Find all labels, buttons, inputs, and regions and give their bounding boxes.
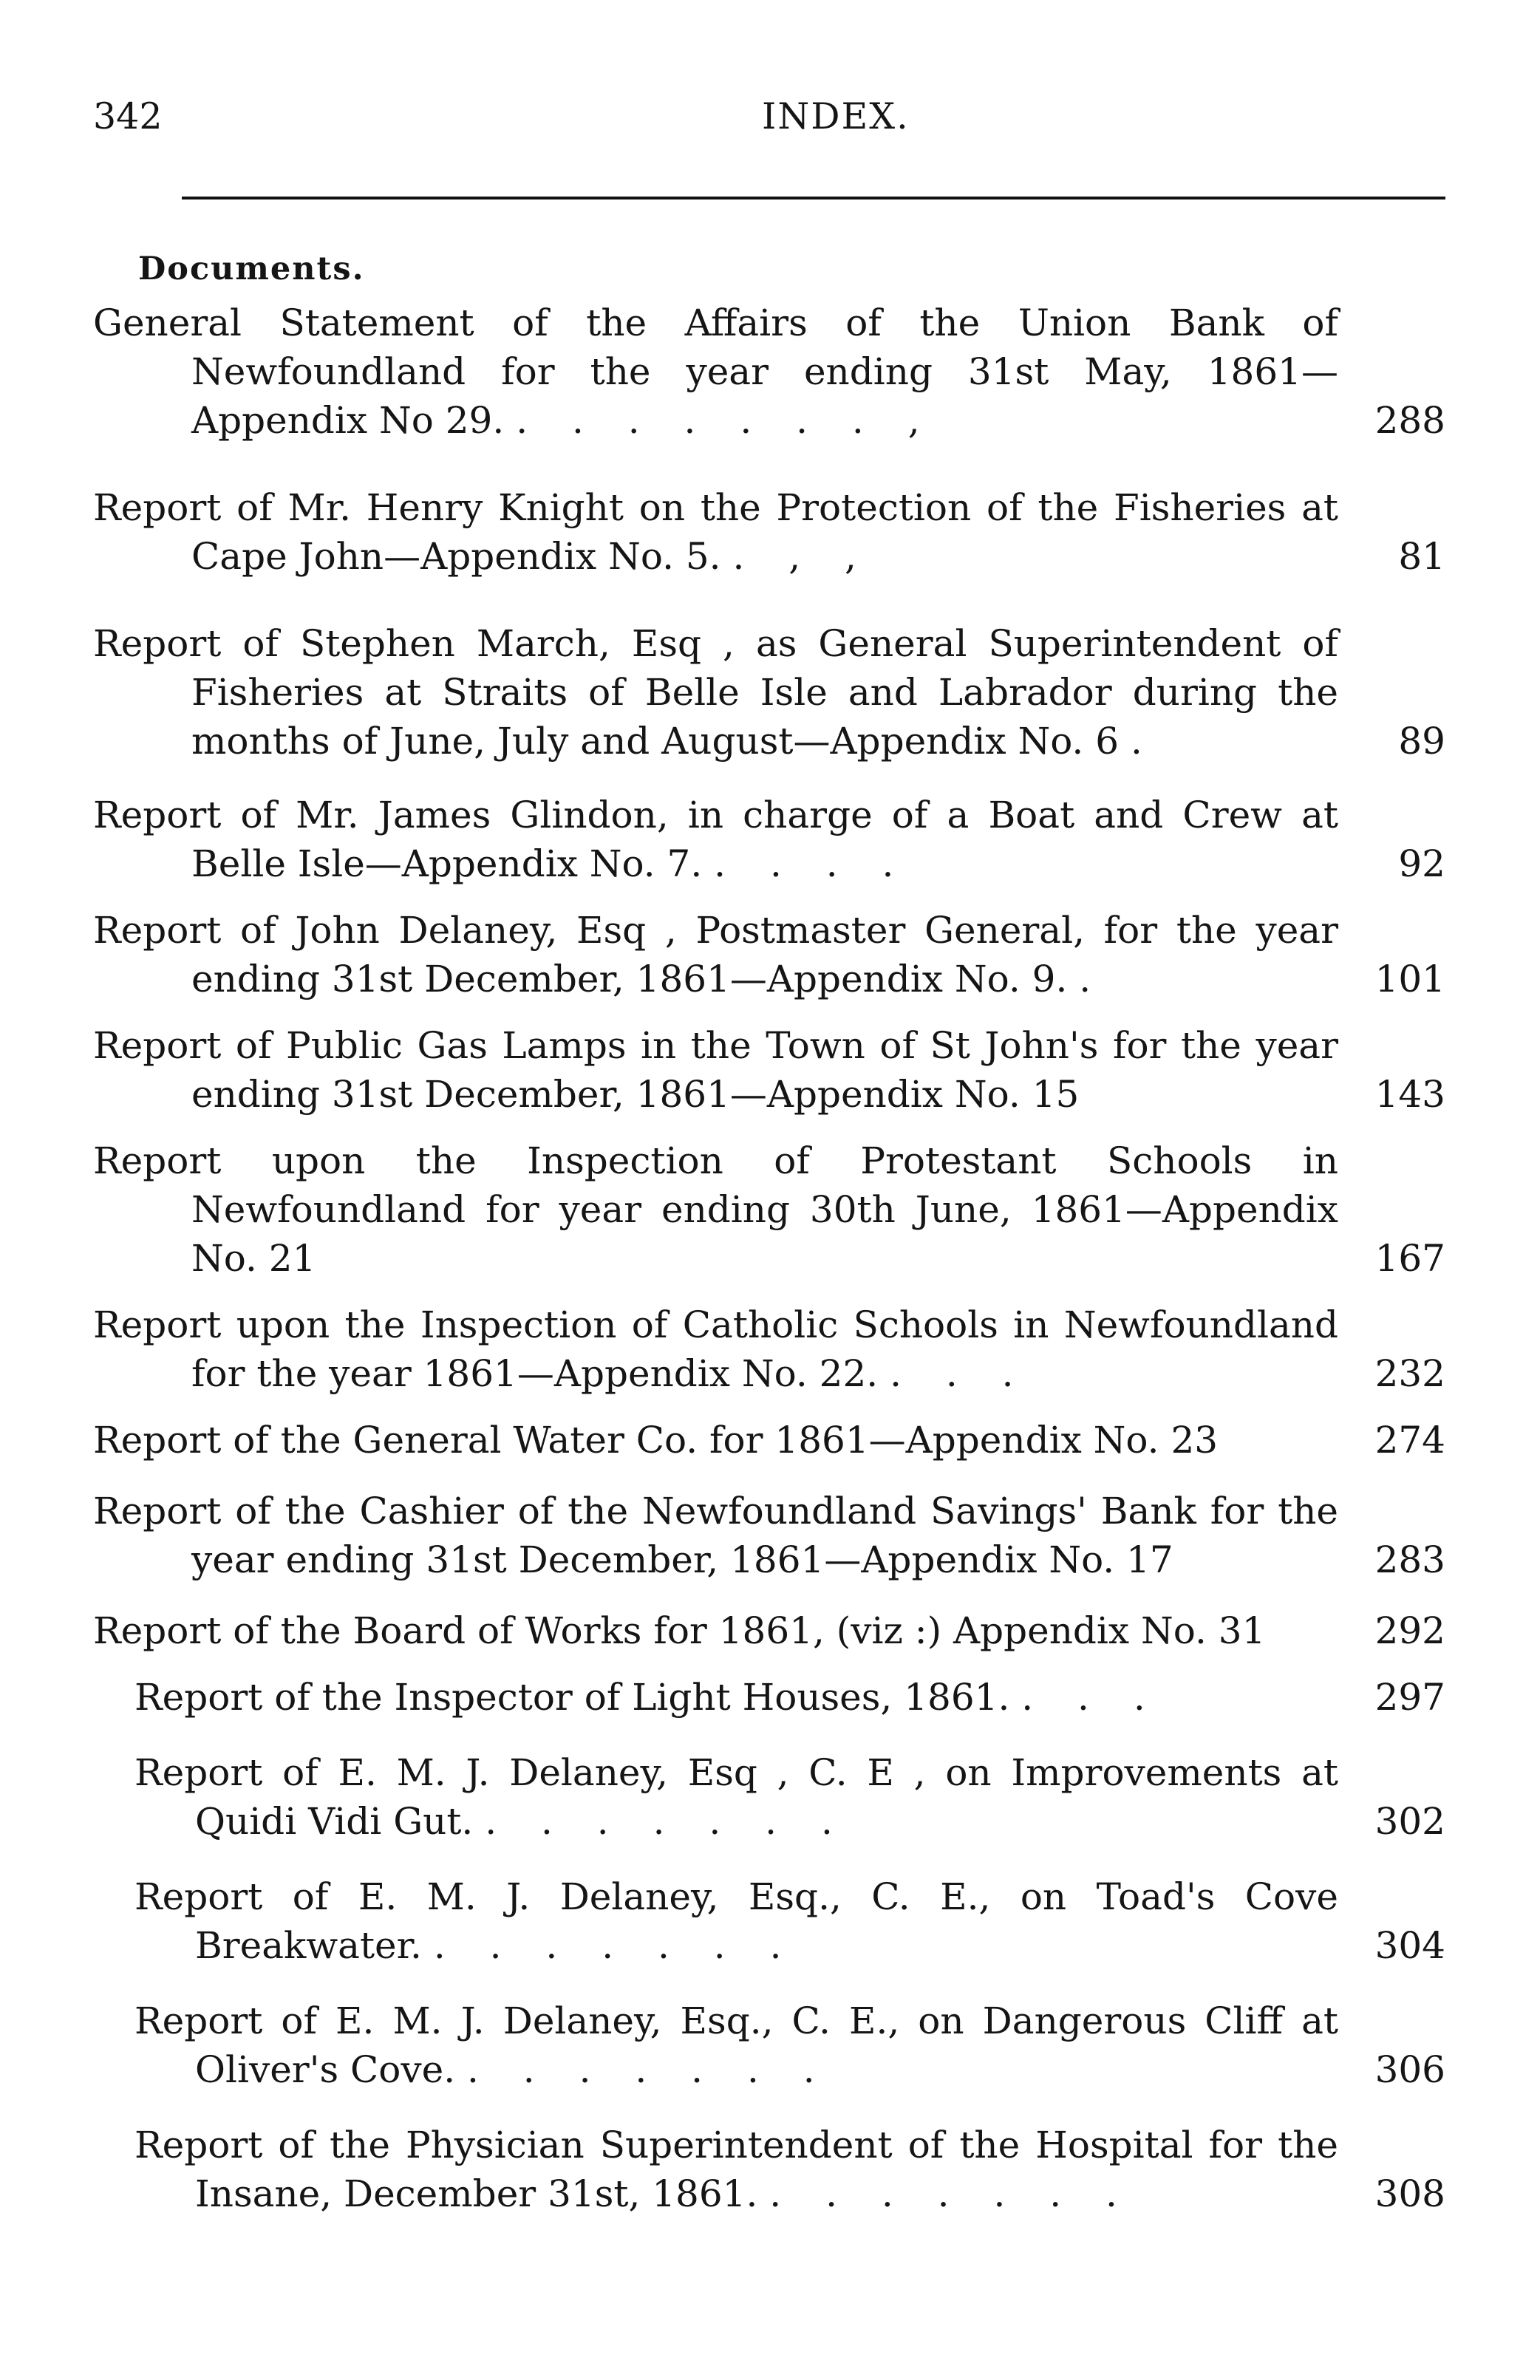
section-heading: Documents. <box>138 250 365 287</box>
page-reference: 292 <box>1374 1609 1445 1652</box>
index-entry <box>93 619 1445 766</box>
page-reference: 283 <box>1374 1538 1445 1581</box>
page-header <box>93 95 1445 161</box>
page-reference: 167 <box>1374 1237 1445 1280</box>
dot-leaders: . . . . . . . , <box>516 399 936 442</box>
entry-text: Report of E. M. J. Delaney, Esq , C. E , on Improvements at Quidi Vidi Gut. <box>134 1751 1338 1843</box>
index-entries <box>93 299 1445 2218</box>
page-reference: 92 <box>1398 842 1445 885</box>
entry-text: Report upon the Inspection of Protestant Schools in Newfoundland for year ending 30th June, 1861—Appendix No. 21 <box>93 1139 1338 1280</box>
entry-text: Report upon the Inspection of Catholic Schools in Newfoundland for the year 1861—Appendix No. 22. <box>93 1303 1338 1395</box>
dot-leaders: . . . <box>1021 1676 1162 1719</box>
header-rule <box>182 197 1445 200</box>
page-reference: 297 <box>1374 1676 1445 1719</box>
entry-text: Report of the Inspector of Light Houses, 1861. <box>134 1676 1010 1719</box>
entry-text: Report of Mr. James Glindon, in charge of a Boat and Crew at Belle Isle—Appendix No. 7. <box>93 794 1338 885</box>
index-entry <box>93 483 1445 581</box>
index-entry <box>93 791 1445 888</box>
page-reference: 306 <box>1374 2048 1445 2091</box>
dot-leaders: . . . . . . . <box>467 2048 831 2091</box>
page-reference: 288 <box>1374 399 1445 442</box>
index-subentry <box>134 1673 1445 1722</box>
entry-text: Report of Public Gas Lamps in the Town of St John's for the year ending 31st December, 1861—Appendix No. 15 <box>93 1024 1338 1116</box>
page-reference: 308 <box>1374 2172 1445 2215</box>
page-reference: 81 <box>1398 535 1445 578</box>
running-title: INDEX. <box>762 95 910 137</box>
index-entry <box>93 906 1445 1003</box>
page-reference: 274 <box>1374 1419 1445 1462</box>
page-reference: 101 <box>1374 958 1445 1000</box>
page-reference: 304 <box>1374 1924 1445 1967</box>
entry-text: Report of the Physician Superintendent of the Hospital for the Insane, December 31st, 1861. <box>134 2124 1338 2215</box>
entry-text: Report of the Board of Works for 1861, (viz :) Appendix No. 31 <box>93 1609 1266 1652</box>
entry-text: Report of Mr. Henry Knight on the Protection of the Fisheries at Cape John—Appendix No. 5. <box>93 486 1338 578</box>
entry-text: Report of the Cashier of the Newfoundland Savings' Bank for the year ending 31st December, 1861—Appendix No. 17 <box>93 1490 1338 1581</box>
index-subentry <box>134 2121 1445 2218</box>
index-subentry <box>134 1997 1445 2094</box>
index-entry <box>93 1021 1445 1119</box>
index-entry <box>93 1606 1445 1655</box>
entry-text: Report of Stephen March, Esq , as General Superintendent of Fisheries at Straits of Belle Isle and Labrador during the months of June, July and August—Appendix No. 6 <box>93 622 1338 763</box>
dot-leaders: . <box>1130 720 1159 763</box>
page-reference: 143 <box>1374 1073 1445 1116</box>
index-entry <box>93 1136 1445 1283</box>
index-subentry <box>134 1748 1445 1846</box>
entry-text: Report of John Delaney, Esq , Postmaster General, for the year ending 31st December, 1861—Appendix No. 9. <box>93 909 1338 1000</box>
entry-text: General Statement of the Affairs of the Union Bank of Newfoundland for the year ending 31st May, 1861—Appendix No 29. <box>93 301 1338 442</box>
entry-text: Report of the General Water Co. for 1861—Appendix No. 23 <box>93 1419 1219 1462</box>
page-reference: 89 <box>1398 720 1445 763</box>
index-entry <box>93 299 1445 445</box>
entry-text: Report of E. M. J. Delaney, Esq., C. E., on Dangerous Cliff at Oliver's Cove. <box>134 1999 1338 2091</box>
entry-text: Report of E. M. J. Delaney, Esq., C. E., on Toad's Cove Breakwater. <box>134 1875 1338 1967</box>
dot-leaders: . <box>1079 958 1108 1000</box>
page-number: 342 <box>93 95 163 137</box>
dot-leaders: . . . <box>890 1352 1030 1395</box>
dot-leaders: . . . . . . . <box>769 2172 1134 2215</box>
page-reference: 232 <box>1374 1352 1445 1395</box>
index-entry <box>93 1300 1445 1398</box>
index-entry <box>93 1487 1445 1584</box>
dot-leaders: . . . . . . . <box>433 1924 798 1967</box>
index-subentry <box>134 1872 1445 1970</box>
page-reference: 302 <box>1374 1800 1445 1843</box>
dot-leaders: . , , <box>732 535 873 578</box>
index-entry <box>93 1416 1445 1465</box>
dot-leaders: . . . . <box>714 842 910 885</box>
dot-leaders: . . . . . . . <box>485 1800 849 1843</box>
